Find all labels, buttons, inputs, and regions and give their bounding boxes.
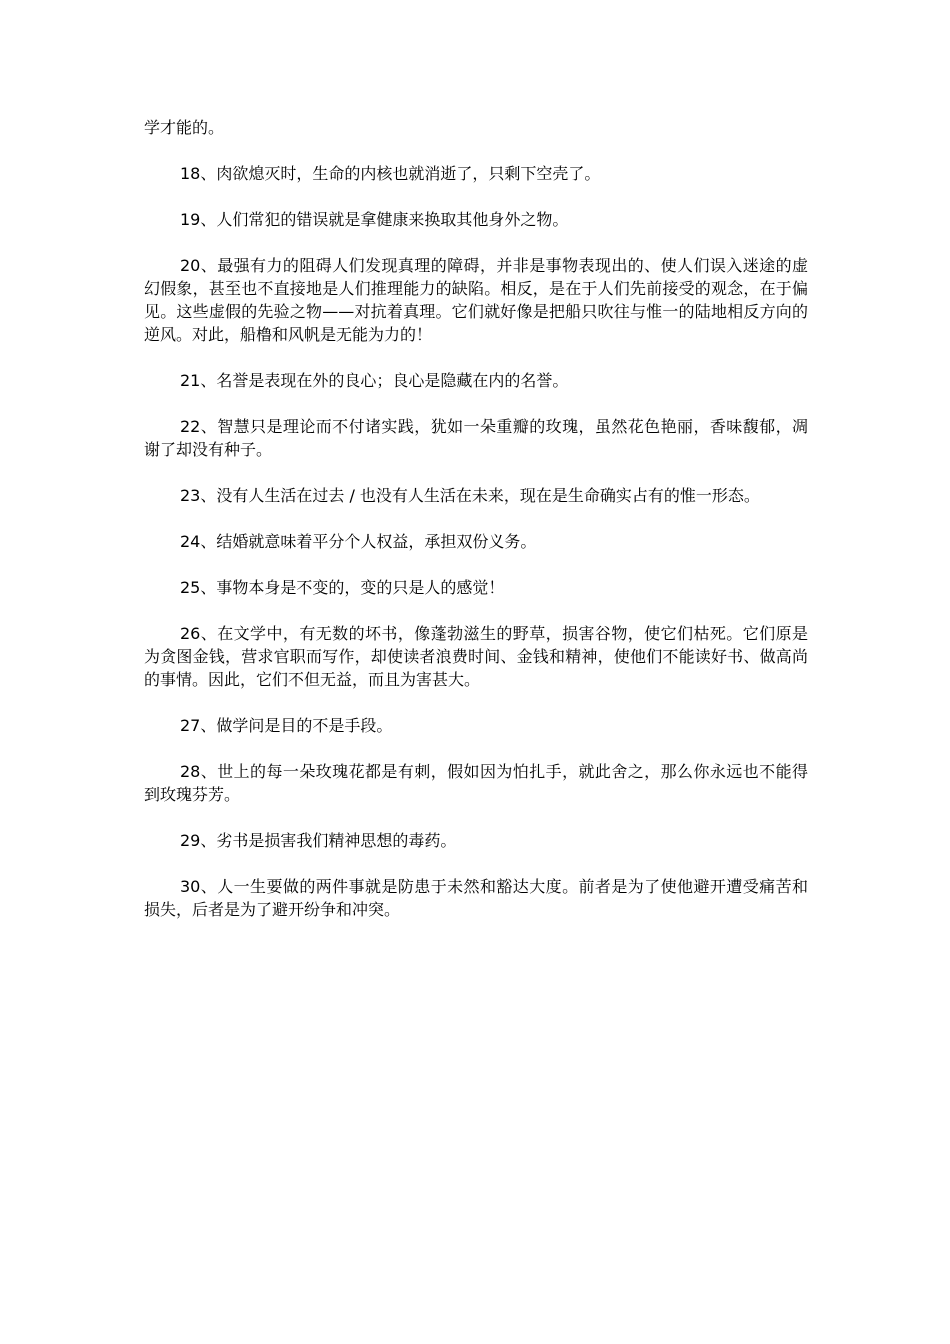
quote-22: 22、智慧只是理论而不付诸实践，犹如一朵重瓣的玫瑰，虽然花色艳丽，香味馥郁，凋谢了却没有种子。 xyxy=(144,417,808,459)
quote-27: 27、做学问是目的不是手段。 xyxy=(180,716,393,735)
quote-23: 23、没有人生活在过去 / 也没有人生活在未来，现在是生命确实占有的惟一形态。 xyxy=(180,486,760,505)
quote-28: 28、世上的每一朵玫瑰花都是有刺，假如因为怕扎手，就此舍之，那么你永远也不能得到玫瑰芬芳。 xyxy=(144,762,808,804)
quote-19: 19、人们常犯的错误就是拿健康来换取其他身外之物。 xyxy=(180,210,569,229)
quote-30: 30、人一生要做的两件事就是防患于未然和豁达大度。前者是为了使他避开遭受痛苦和损失，后者是为了避开纷争和冲突。 xyxy=(144,877,808,919)
quote-24: 24、结婚就意味着平分个人权益，承担双份义务。 xyxy=(180,532,537,551)
quote-26: 26、在文学中，有无数的坏书，像蓬勃滋生的野草，损害谷物，使它们枯死。它们原是为贪图金钱，营求官职而写作，却使读者浪费时间、金钱和精神，使他们不能读好书、做高尚的事情。因此，它们不但无益，而且为害甚大。 xyxy=(144,624,808,689)
quote-18: 18、肉欲熄灭时，生命的内核也就消逝了，只剩下空壳了。 xyxy=(180,164,601,183)
paragraph-continuation: 学才能的。 xyxy=(144,118,225,137)
quote-25: 25、事物本身是不变的，变的只是人的感觉！ xyxy=(180,578,505,597)
quote-21: 21、名誉是表现在外的良心；良心是隐藏在内的名誉。 xyxy=(180,371,569,390)
document-body xyxy=(144,116,808,944)
quote-29: 29、劣书是损害我们精神思想的毒药。 xyxy=(180,831,457,850)
quote-20: 20、最强有力的阻碍人们发现真理的障碍，并非是事物表现出的、使人们误入迷途的虚幻假象，甚至也不直接地是人们推理能力的缺陷。相反，是在于人们先前接受的观念，在于偏见。这些虚假的先验之物——对抗着真理。它们就好像是把船只吹往与惟一的陆地相反方向的逆风。对此，船橹和风帆是无能为力的！ xyxy=(144,256,808,344)
